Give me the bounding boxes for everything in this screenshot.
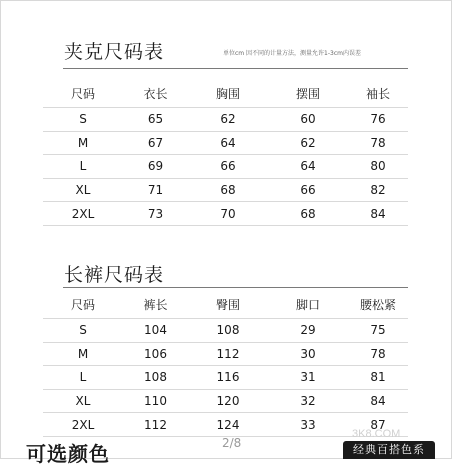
table-cell: 68 bbox=[268, 202, 348, 226]
column-header: 胸围 bbox=[215, 87, 240, 101]
column-header: 臀围 bbox=[215, 298, 240, 312]
table-cell: 30 bbox=[268, 342, 348, 366]
table-row bbox=[43, 319, 408, 343]
table-cell: 67 bbox=[123, 131, 188, 155]
table-cell: 108 bbox=[123, 366, 188, 390]
table-cell: 31 bbox=[268, 366, 348, 390]
optional-colors-heading: 可选颜色 bbox=[26, 442, 110, 466]
table-header-row bbox=[43, 291, 408, 319]
jacket-title-rule bbox=[63, 68, 408, 69]
table-cell: 66 bbox=[268, 178, 348, 202]
table-cell: 84 bbox=[348, 202, 408, 226]
table-row bbox=[43, 178, 408, 202]
table-cell: L bbox=[43, 155, 123, 179]
table-cell: 104 bbox=[123, 319, 188, 343]
column-header: 尺码 bbox=[70, 298, 95, 312]
column-header: 裤长 bbox=[143, 298, 168, 312]
table-cell: 108 bbox=[188, 319, 268, 343]
table-row bbox=[43, 155, 408, 179]
table-row bbox=[43, 131, 408, 155]
table-cell: M bbox=[43, 342, 123, 366]
table-cell: XL bbox=[43, 178, 123, 202]
table-cell: 124 bbox=[188, 413, 268, 437]
table-cell: 120 bbox=[188, 389, 268, 413]
site-watermark: 3K8.COM bbox=[352, 428, 401, 440]
table-cell: 82 bbox=[348, 178, 408, 202]
table-cell: L bbox=[43, 366, 123, 390]
table-cell: 78 bbox=[348, 342, 408, 366]
column-header: 腰松紧 bbox=[359, 298, 396, 312]
table-cell: 106 bbox=[123, 342, 188, 366]
table-cell: 87 bbox=[348, 413, 408, 437]
table-cell: 68 bbox=[188, 178, 268, 202]
table-cell: 76 bbox=[348, 108, 408, 132]
column-header: 袖长 bbox=[365, 87, 390, 101]
table-header-row bbox=[43, 80, 408, 108]
pants-size-table bbox=[43, 291, 408, 437]
table-cell: 33 bbox=[268, 413, 348, 437]
table-cell: 75 bbox=[348, 319, 408, 343]
jacket-size-title: 夹克尺码表 bbox=[64, 41, 165, 63]
table-cell: 60 bbox=[268, 108, 348, 132]
table-cell: 64 bbox=[268, 155, 348, 179]
table-cell: 66 bbox=[188, 155, 268, 179]
table-row bbox=[43, 389, 408, 413]
table-row bbox=[43, 366, 408, 390]
table-cell: 62 bbox=[188, 108, 268, 132]
pants-size-title: 长裤尺码表 bbox=[64, 264, 165, 286]
table-cell: 112 bbox=[123, 413, 188, 437]
table-cell: 80 bbox=[348, 155, 408, 179]
table-cell: 81 bbox=[348, 366, 408, 390]
table-row bbox=[43, 108, 408, 132]
table-cell: 2XL bbox=[43, 413, 123, 437]
table-cell: S bbox=[43, 108, 123, 132]
table-cell: 2XL bbox=[43, 202, 123, 226]
table-cell: 32 bbox=[268, 389, 348, 413]
table-cell: 78 bbox=[348, 131, 408, 155]
table-cell: 110 bbox=[123, 389, 188, 413]
table-row bbox=[43, 342, 408, 366]
table-cell: 84 bbox=[348, 389, 408, 413]
column-header: 脚口 bbox=[295, 298, 320, 312]
table-cell: 73 bbox=[123, 202, 188, 226]
measurement-note: 单位cm 因不同的计量方法，测量允许1-3cm内误差 bbox=[223, 50, 361, 57]
table-cell: 62 bbox=[268, 131, 348, 155]
page-indicator: 2/8 bbox=[222, 436, 242, 450]
table-cell: 116 bbox=[188, 366, 268, 390]
table-cell: 69 bbox=[123, 155, 188, 179]
column-header: 摆围 bbox=[295, 87, 320, 101]
table-cell: XL bbox=[43, 389, 123, 413]
table-row bbox=[43, 202, 408, 226]
pants-title-rule bbox=[63, 287, 408, 288]
table-cell: 70 bbox=[188, 202, 268, 226]
table-cell: M bbox=[43, 131, 123, 155]
table-cell: 112 bbox=[188, 342, 268, 366]
column-header: 尺码 bbox=[70, 87, 95, 101]
table-cell: 29 bbox=[268, 319, 348, 343]
table-cell: 64 bbox=[188, 131, 268, 155]
column-header: 衣长 bbox=[143, 87, 168, 101]
table-cell: 71 bbox=[123, 178, 188, 202]
color-series-badge: 经典百搭色系 bbox=[343, 441, 435, 459]
table-cell: S bbox=[43, 319, 123, 343]
jacket-size-table bbox=[43, 80, 408, 226]
table-cell: 65 bbox=[123, 108, 188, 132]
